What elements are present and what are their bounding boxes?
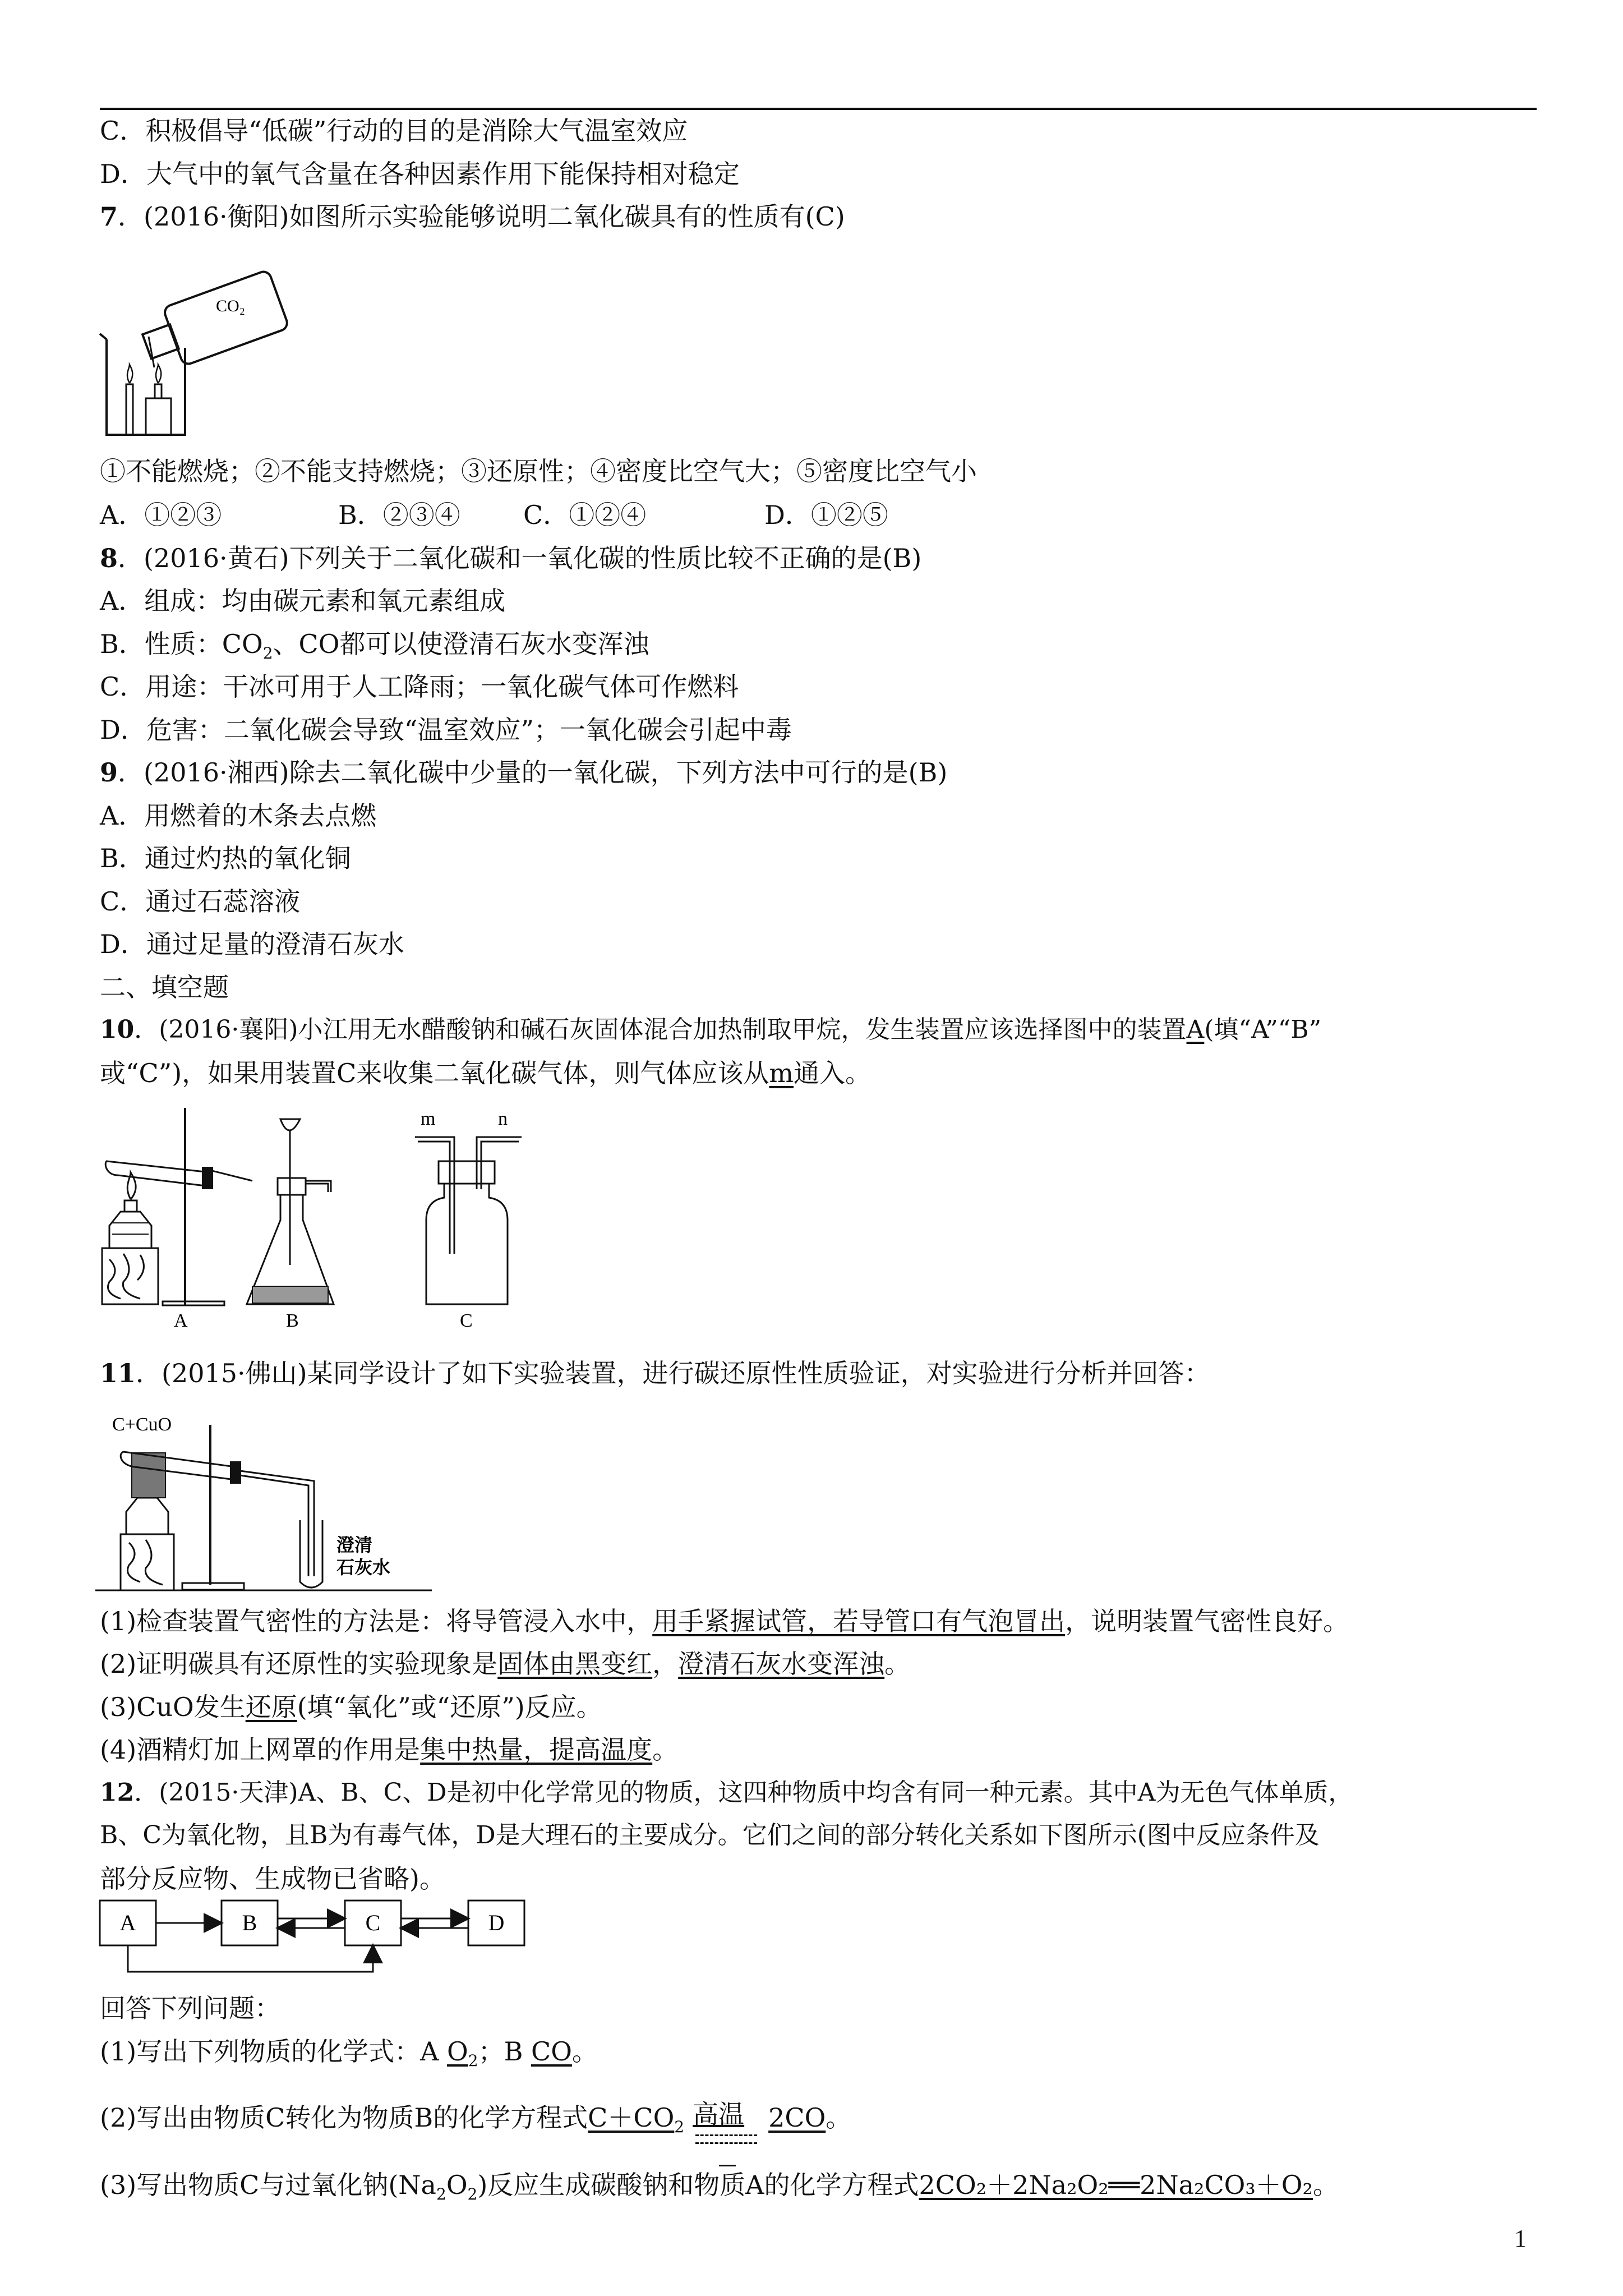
- q12-stem-line2: B、C为氧化物，且B为有毒气体，D是大理石的主要成分。它们之间的部分转化关系如下图所示(图中反应条件及: [100, 1821, 1320, 1849]
- box-b-label: B: [242, 1910, 257, 1935]
- q7-option-d: D．①②⑤: [764, 500, 888, 530]
- q12-s2-text: (2)写出由物质C转化为物质B的化学方程式: [100, 2102, 588, 2133]
- q12-s1-mid: ；B: [478, 2036, 531, 2067]
- q12-s3-end: 。: [1312, 2170, 1339, 2200]
- q11-sub1: [100, 1604, 1349, 1638]
- q11-s4-answer: 集中热量，提高温度: [420, 1734, 653, 1765]
- header-rule: [100, 108, 1537, 110]
- q8-stem: [100, 541, 921, 575]
- q12-s3-text-2: )反应生成碳酸钠和物质A的化学方程式: [477, 2170, 919, 2200]
- q8-option-c: C．用途：干冰可用于人工降雨；一氧化碳气体可作燃料: [100, 671, 739, 702]
- arrow-a-c: [128, 1945, 373, 1972]
- q12-sub2: [100, 2101, 851, 2134]
- q12-s3-text: (3)写出物质C与过氧化钠(Na: [100, 2170, 436, 2200]
- q12-s1-end: 。: [571, 2036, 598, 2067]
- box-d-label: D: [488, 1910, 505, 1935]
- q12-s2-eq-left: [588, 2102, 685, 2136]
- q12-s1-answer-b: CO: [531, 2036, 572, 2067]
- q12-s1-text: (1)写出下列物质的化学式：A: [100, 2036, 448, 2067]
- q10-text-1: ．(2016·襄阳)小江用无水醋酸钠和碱石灰固体混合加热制取甲烷，发生装置应该选择图中的装置: [134, 1015, 1187, 1044]
- q12-prompt: 回答下列问题：: [100, 1993, 280, 2023]
- q11-sub2: [100, 1647, 910, 1681]
- q12-s2-left-sub: 2: [674, 2118, 685, 2136]
- apparatus-c: [415, 1108, 522, 1331]
- box-c-label: C: [365, 1910, 381, 1935]
- gauze-hood: [132, 1453, 165, 1498]
- q12-relation-diagram: [98, 1899, 536, 1989]
- q10-number: 10: [100, 1015, 135, 1044]
- q9-option-b: B．通过灼热的氧化铜: [100, 843, 351, 873]
- apparatus-b: [247, 1119, 334, 1331]
- q9-stem: [100, 756, 947, 789]
- q10-text-3: 或“C”)，如果用装置C来收集二氧化碳气体，则气体应该从: [100, 1058, 769, 1088]
- q7-options: [100, 498, 989, 532]
- q8-stem-text: ．(2016·黄石)下列关于二氧化碳和一氧化碳的性质比较不正确的是(B): [118, 543, 922, 573]
- q10-text-4: 通入。: [794, 1058, 871, 1088]
- q12-s2-left-text: C＋CO: [588, 2102, 675, 2133]
- q12-s2-eq-mark: [719, 2165, 736, 2166]
- limewater-tube: [300, 1520, 322, 1588]
- q11-s1-text: (1)检查装置气密性的方法是：将导管浸入水中，: [100, 1606, 653, 1636]
- tube-label-m: m: [421, 1108, 436, 1129]
- q11-s2-answer-1: 固体由黑变红: [497, 1649, 653, 1679]
- q12-s3-mid: O: [446, 2170, 468, 2200]
- q11-apparatus-figure: [95, 1408, 443, 1599]
- tall-candle: [126, 384, 133, 435]
- q11-sub4: [100, 1733, 678, 1766]
- q7-stem: [100, 200, 845, 233]
- q11-s4-text: (4)酒精灯加上网罩的作用是: [100, 1734, 421, 1765]
- q7-option-b: B．②③④: [338, 500, 460, 530]
- q11-s3-text-2: (填“氧化”或“还原”)反应。: [297, 1692, 602, 1722]
- q8-option-d: D．危害：二氧化碳会导致“温室效应”；一氧化碳会引起中毒: [100, 715, 792, 745]
- q12-s3-sub2: 2: [467, 2185, 478, 2203]
- q12-sub3: [100, 2168, 1339, 2202]
- q12-text-1: ．(2015·天津)A、B、C、D是初中化学常见的物质，这四种物质中均含有同一种元素。其中A为无色气体单质，: [134, 1778, 1353, 1807]
- q6-option-c: C．积极倡导“低碳”行动的目的是消除大气温室效应: [100, 116, 688, 146]
- q7-properties: ①不能燃烧；②不能支持燃烧；③还原性；④密度比空气大；⑤密度比空气小: [100, 456, 977, 486]
- box-a-label: A: [119, 1910, 136, 1935]
- q7-number: 7: [100, 201, 118, 232]
- q10-apparatus-figure: [95, 1108, 533, 1332]
- q12-s1-a-sub: 2: [468, 2051, 478, 2070]
- q9-number: 9: [100, 757, 118, 788]
- q9-stem-text: ．(2016·湘西)除去二氧化碳中少量的一氧化碳，下列方法中可行的是(B): [118, 757, 948, 788]
- q11-s2-sep: ，: [652, 1649, 679, 1679]
- q8-number: 8: [100, 543, 118, 573]
- q7-stem-text: ．(2016·衡阳)如图所示实验能够说明二氧化碳具有的性质有(C): [118, 201, 845, 232]
- q8-b-text: B．性质：CO: [100, 629, 263, 659]
- q12-s2-eq-right: 2CO: [768, 2102, 826, 2133]
- q8-b-sub: 2: [262, 644, 273, 662]
- q7-experiment-figure: [95, 250, 320, 446]
- q10-answer-1: A: [1186, 1015, 1205, 1044]
- section-heading: 二、填空题: [100, 972, 229, 1002]
- limewater-label-2: 石灰水: [336, 1557, 391, 1578]
- q11-s1-answer: 用手紧握试管，若导管口有气泡冒出: [652, 1606, 1066, 1636]
- q12-s2-condition: 高温: [693, 2099, 745, 2129]
- q11-s2-text: (2)证明碳具有还原性的实验现象是: [100, 1649, 498, 1679]
- short-candle: [155, 384, 162, 398]
- apparatus-c-label: C: [460, 1310, 473, 1331]
- q6-option-d: D．大气中的氧气含量在各种因素作用下能保持相对稳定: [100, 159, 740, 189]
- q12-s2-eq-sign: [695, 2134, 757, 2136]
- q10-answer-2: m: [769, 1058, 794, 1088]
- q11-sub3: [100, 1690, 602, 1724]
- apparatus-b-label: B: [286, 1310, 299, 1331]
- q9-option-a: A．用燃着的木条去点燃: [100, 800, 377, 831]
- q8-option-a: A．组成：均由碳元素和氧元素组成: [100, 586, 506, 616]
- q10-text-2: (填“A”“B”: [1204, 1015, 1322, 1044]
- q10-stem-line2: [100, 1056, 871, 1090]
- q10-stem-line1: [100, 1013, 1321, 1047]
- q8-b-text-2: 、CO都可以使澄清石灰水变浑浊: [273, 629, 649, 659]
- q11-s2-answer-2: 澄清石灰水变浑浊: [678, 1649, 885, 1679]
- q12-stem-line3: 部分反应物、生成物已省略)。: [100, 1864, 445, 1894]
- q11-stem: [100, 1356, 1210, 1390]
- q8-option-b: [100, 627, 649, 661]
- q12-s1-a-text: O: [447, 2036, 468, 2067]
- q9-option-c: C．通过石蕊溶液: [100, 886, 301, 917]
- q11-stem-text: ．(2015·佛山)某同学设计了如下实验装置，进行碳还原性性质验证，对实验进行分析并回答：: [136, 1358, 1210, 1388]
- co2-bottle: [136, 270, 289, 376]
- q7-option-a: A．①②③: [100, 500, 222, 530]
- apparatus-a-label: A: [174, 1310, 188, 1331]
- q7-option-c: C．①②④: [523, 500, 647, 530]
- q12-s3-equation: 2CO₂＋2Na₂O₂══2Na₂CO₃＋O₂: [919, 2170, 1313, 2200]
- q12-s2-end: 。: [826, 2102, 852, 2133]
- limewater-label-1: 澄清: [336, 1534, 373, 1556]
- q12-s2-eq-sign-2: [695, 2142, 757, 2144]
- q11-s2-end: 。: [884, 1649, 911, 1679]
- q12-sub1: [100, 2035, 598, 2068]
- q12-number: 12: [100, 1778, 135, 1807]
- q12-s1-answer-a: [447, 2036, 478, 2070]
- q11-number: 11: [100, 1358, 136, 1388]
- q11-s1-text-2: ，说明装置气密性良好。: [1065, 1606, 1349, 1636]
- bottle-label: CO₂: [216, 297, 246, 315]
- q12-s3-sub1: 2: [436, 2185, 446, 2203]
- q9-option-d: D．通过足量的澄清石灰水: [100, 929, 404, 959]
- reactant-label: C+CuO: [112, 1414, 172, 1435]
- q11-s3-text: (3)CuO发生: [100, 1692, 246, 1722]
- q11-s4-end: 。: [652, 1734, 679, 1765]
- apparatus-a: [102, 1108, 252, 1331]
- tube-label-n: n: [498, 1108, 508, 1129]
- q11-s3-answer: 还原: [245, 1692, 297, 1722]
- page-number: 1: [1514, 2225, 1527, 2252]
- q12-stem-line1: [100, 1776, 1353, 1810]
